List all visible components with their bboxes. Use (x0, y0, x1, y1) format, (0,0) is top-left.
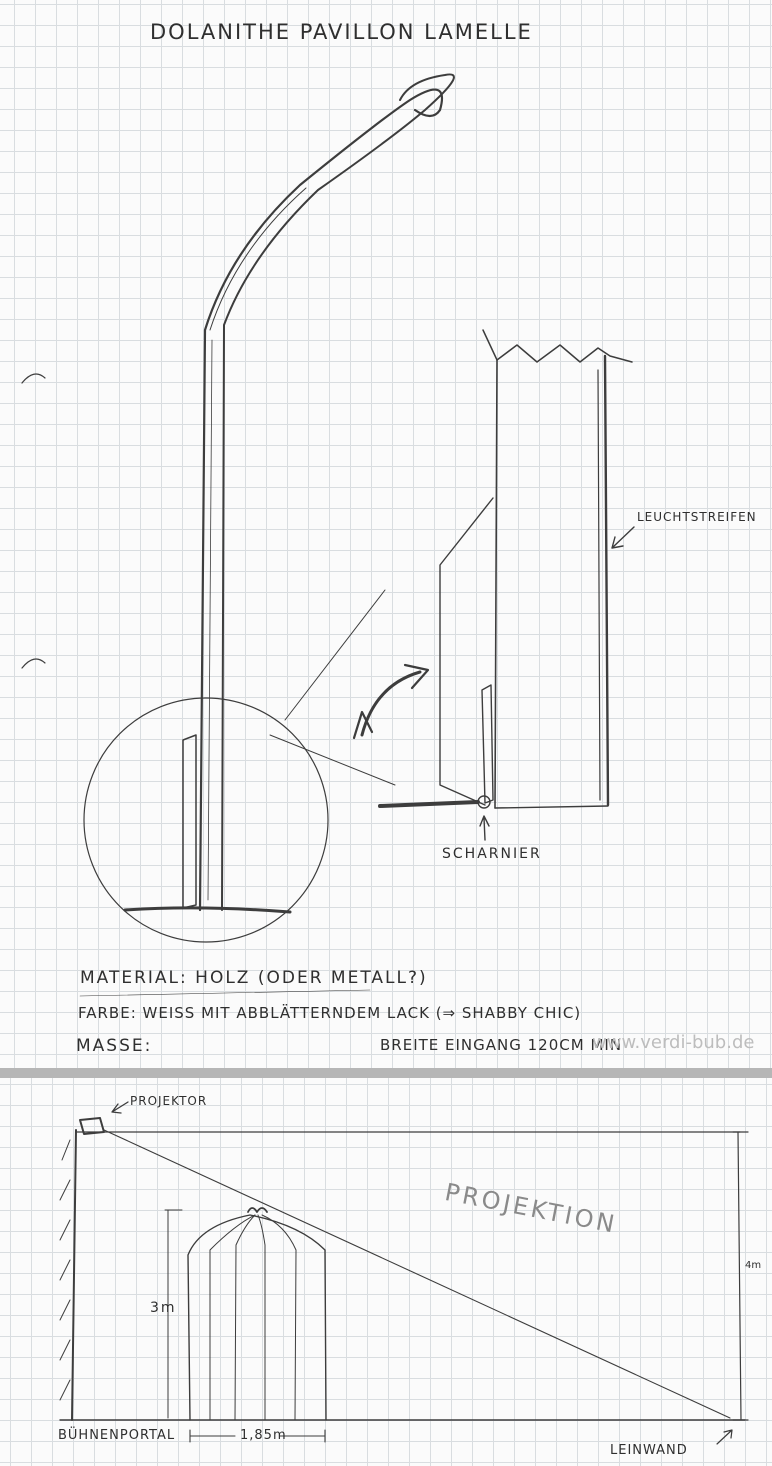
label-height-4m: 4m (745, 1260, 762, 1271)
double-arrow-icon (354, 665, 428, 738)
label-height-3m: 3m (150, 1300, 177, 1316)
dimensions-label: MASSE: (76, 1036, 153, 1056)
label-scharnier: SCHARNIER (442, 846, 542, 862)
detail-circle (84, 590, 395, 942)
watermark: www.verdi-bub.de (592, 1032, 755, 1053)
color-note: FARBE: WEISS MIT ABBLÄTTERNDEM LACK (⇒ SHABBY CHIC) (78, 1004, 582, 1022)
material-note: MATERIAL: HOLZ (ODER METALL?) (80, 968, 428, 988)
label-stage-portal: BÜHNENPORTAL (58, 1428, 176, 1443)
entrance-width-note: BREITE EINGANG 120CM MIN (380, 1036, 623, 1054)
lamella-pole (183, 74, 454, 910)
binder-hole-mark (22, 374, 45, 383)
label-screen: LEINWAND (610, 1443, 688, 1458)
label-projection: PROJEKTION (442, 1178, 620, 1239)
sketch-title: DOLANITHE PAVILLON LAMELLE (150, 20, 533, 44)
lamella-detail (380, 330, 632, 808)
pointer-arrow-icon (612, 527, 634, 548)
label-projector: PROJEKTOR (130, 1094, 208, 1108)
pointer-arrow-icon (480, 816, 489, 840)
page-separator (0, 1068, 772, 1078)
binder-hole-mark (22, 659, 45, 668)
sketch-sheet-projection (0, 1078, 772, 1466)
label-width: 1,85m (240, 1428, 287, 1443)
label-leuchtstreifen: LEUCHTSTREIFEN (637, 510, 757, 524)
